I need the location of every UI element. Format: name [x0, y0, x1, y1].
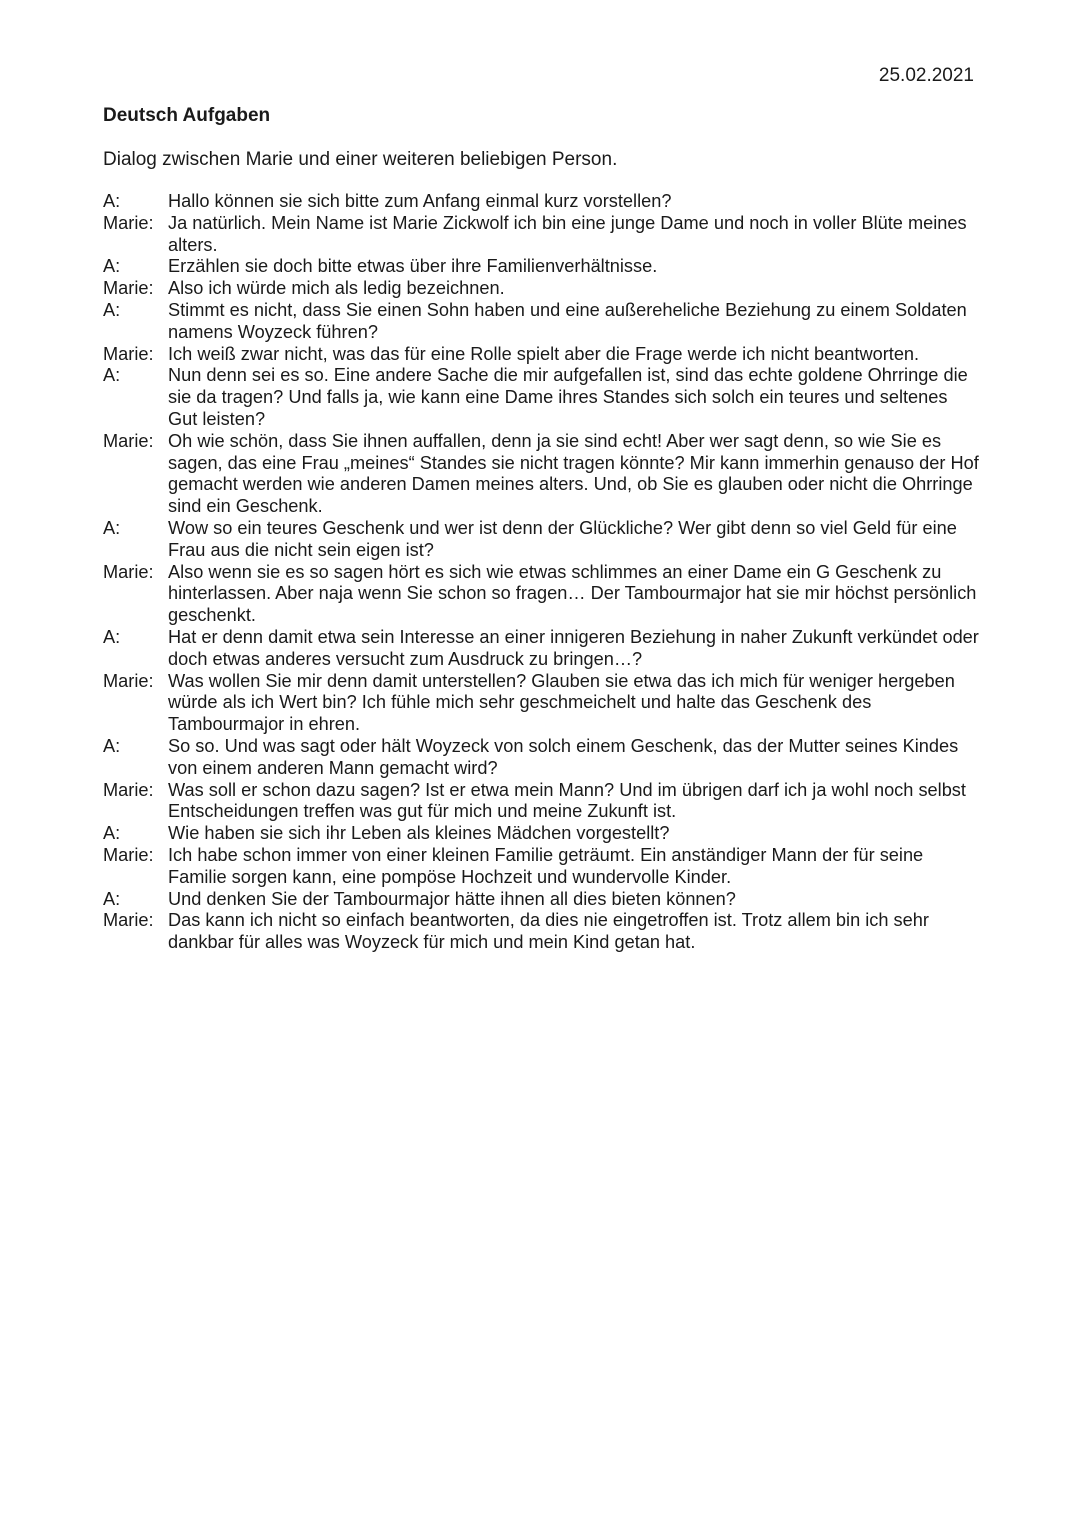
dialog-line: Und denken Sie der Tambourmajor hätte ihnen all dies bieten können?	[168, 888, 736, 909]
dialog-turn	[103, 845, 981, 889]
speaker-label: A:	[103, 299, 121, 320]
speaker-label: Marie:	[103, 670, 154, 691]
dialog-line: Also ich würde mich als ledig bezeichnen.	[168, 278, 505, 299]
dialog-line: Ich weiß zwar nicht, was das für eine Rolle spielt aber die Frage werde ich nicht beantworten.	[168, 343, 920, 364]
speaker-label: Marie:	[103, 278, 154, 299]
dialog-line: Also wenn sie es so sagen hört es sich wie etwas schlimmes an einer Dame ein G Geschenk zu hinterlassen. Aber naja wenn Sie schon so fragen… Der Tambourmajor hat sie mir höchst persönlich geschenkt.	[168, 561, 977, 626]
dialog-line: Das kann ich nicht so einfach beantworten, da dies nie eingetroffen ist. Trotz allem bin ich sehr dankbar für alles was Woyzeck für mich und mein Kind getan hat.	[168, 910, 929, 953]
dialog-line: Oh wie schön, dass Sie ihnen auffallen, denn ja sie sind echt! Aber wer sagt denn, so wie Sie es sagen, das eine Frau „meines“ Standes sie nicht tragen könnte? Mir kann immerhin genauso der Hof gemacht werden wie anderen Damen meines alters. Und, ob Sie es glauben oder nicht die Ohrringe sind ein Geschenk.	[168, 430, 979, 517]
dialog-turn	[103, 278, 981, 300]
speaker-label: Marie:	[103, 343, 154, 364]
dialog-turn	[103, 562, 981, 627]
document-title: Deutsch Aufgaben	[103, 105, 271, 126]
speaker-label: A:	[103, 365, 121, 386]
dialog-line: Was soll er schon dazu sagen? Ist er etwa mein Mann? Und im übrigen darf ich ja wohl noch selbst Entscheidungen treffen was gut für mich und meine Zukunft ist.	[168, 779, 966, 822]
speaker-label: A:	[103, 256, 121, 277]
speaker-label: Marie:	[103, 779, 154, 800]
speaker-label: Marie:	[103, 561, 154, 582]
dialog-line: Hallo können sie sich bitte zum Anfang einmal kurz vorstellen?	[168, 191, 672, 211]
dialog-line: Stimmt es nicht, dass Sie einen Sohn haben und eine außereheliche Beziehung zu einem Soldaten namens Woyzeck führen?	[168, 299, 967, 342]
speaker-label: Marie:	[103, 212, 154, 233]
dialog-turn	[103, 780, 981, 824]
dialog-line: Was wollen Sie mir denn damit unterstellen? Glauben sie etwa das ich mich für weniger hergeben würde als ich Wert bin? Ich fühle mich sehr geschmeichelt und halte das Geschenk des Tambourmajor in ehren.	[168, 670, 955, 735]
speaker-label: A:	[103, 823, 121, 844]
dialog-line: Wow so ein teures Geschenk und wer ist denn der Glückliche? Wer gibt denn so viel Geld für eine Frau aus die nicht sein eigen ist?	[168, 517, 957, 560]
dialog-line: Ich habe schon immer von einer kleinen Familie geträumt. Ein anständiger Mann der für seine Familie sorgen kann, eine pompöse Hochzeit und wundervolle Kinder.	[168, 844, 924, 887]
speaker-label: A:	[103, 191, 121, 211]
speaker-label: A:	[103, 626, 121, 647]
speaker-label: Marie:	[103, 844, 154, 865]
dialog-line: Wie haben sie sich ihr Leben als kleines Mädchen vorgestellt?	[168, 823, 670, 844]
dialog-line: Hat er denn damit etwa sein Interesse an einer innigeren Beziehung in naher Zukunft verkündet oder doch etwas anderes versucht zum Ausdruck zu bringen…?	[168, 626, 979, 669]
dialog-line: Erzählen sie doch bitte etwas über ihre Familienverhältnisse.	[168, 256, 658, 277]
dialog-line: Nun denn sei es so. Eine andere Sache die mir aufgefallen ist, sind das echte goldene Ohrringe die sie da tragen? Und falls ja, wie kann eine Dame ihres Standes sich solch ein teures und seltenes Gut leisten?	[168, 365, 968, 429]
dialog-turn	[103, 431, 981, 518]
dialog-turn	[103, 889, 981, 911]
dialog-line: So so. Und was sagt oder hält Woyzeck von solch einem Geschenk, das der Mutter seines Kindes von einem anderen Mann gemacht wird?	[168, 735, 959, 778]
dialog-turn	[103, 256, 981, 278]
dialog-turn	[103, 365, 981, 430]
dialog-turn	[103, 213, 981, 257]
document-intro: Dialog zwischen Marie und einer weiteren beliebigen Person.	[103, 149, 618, 170]
dialog-turn	[103, 627, 981, 671]
dialog-turn	[103, 736, 981, 780]
dialog-turn	[103, 344, 981, 366]
speaker-label: Marie:	[103, 910, 154, 931]
dialog-turn	[103, 910, 981, 954]
speaker-label: A:	[103, 735, 121, 756]
document-date: 25.02.2021	[878, 65, 974, 86]
dialog	[103, 191, 981, 954]
dialog-turn	[103, 300, 981, 344]
speaker-label: A:	[103, 888, 121, 909]
dialog-turn	[103, 518, 981, 562]
dialog-line: Ja natürlich. Mein Name ist Marie Zickwolf ich bin eine junge Dame und noch in voller Blüte meines alters.	[168, 212, 967, 255]
dialog-turn	[103, 191, 981, 213]
dialog-turn	[103, 671, 981, 736]
speaker-label: Marie:	[103, 430, 154, 451]
speaker-label: A:	[103, 517, 121, 538]
dialog-turn	[103, 823, 981, 845]
